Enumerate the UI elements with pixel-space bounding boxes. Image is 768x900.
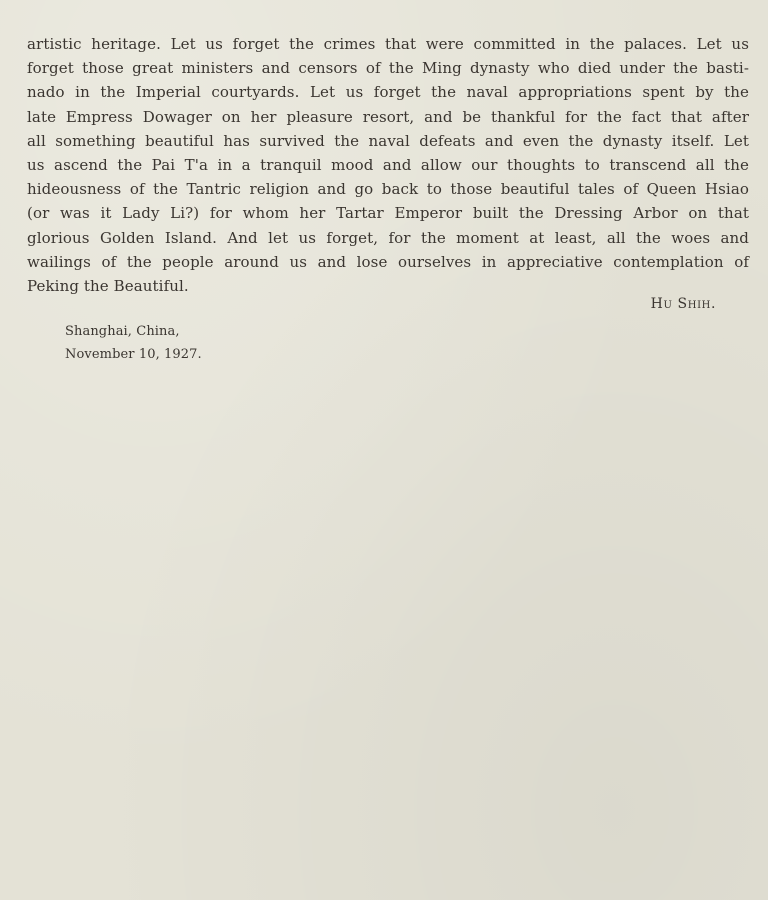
paragraph-line: nado in the Imperial courtyards. Let us forget the naval appropriations spent by the [27, 83, 749, 102]
dateline-date: November 10, 1927. [65, 347, 202, 362]
paragraph-line-last: Peking the Beautiful. [27, 276, 189, 295]
paragraph-line: hideousness of the Tantric religion and go back to those beautiful tales of Queen Hsiao [27, 180, 749, 199]
dateline-place: Shanghai, China, [65, 324, 180, 339]
paragraph-line: artistic heritage. Let us forget the crimes that were committed in the palaces. Let us [27, 35, 749, 53]
dateline [65, 320, 202, 366]
paragraph-line: (or was it Lady Li?) for whom her Tartar Emperor built the Dressing Arbor on that [27, 204, 749, 223]
author-signature: Hu Shih. [650, 296, 716, 312]
paragraph-line: forget those great ministers and censors of the Ming dynasty who died under the basti- [27, 59, 749, 78]
paragraph-line: glorious Golden Island. And let us forget, for the moment at least, all the woes and [27, 228, 749, 247]
body-paragraph [27, 32, 749, 298]
paragraph-line: us ascend the Pai T'a in a tranquil mood and allow our thoughts to transcend all the [27, 155, 749, 174]
paragraph-line: late Empress Dowager on her pleasure resort, and be thankful for the fact that after [27, 107, 749, 126]
paragraph-line: all something beautiful has survived the naval defeats and even the dynasty itself. Let [27, 131, 749, 150]
paragraph-line: wailings of the people around us and lose ourselves in appreciative contemplation of [27, 252, 749, 271]
